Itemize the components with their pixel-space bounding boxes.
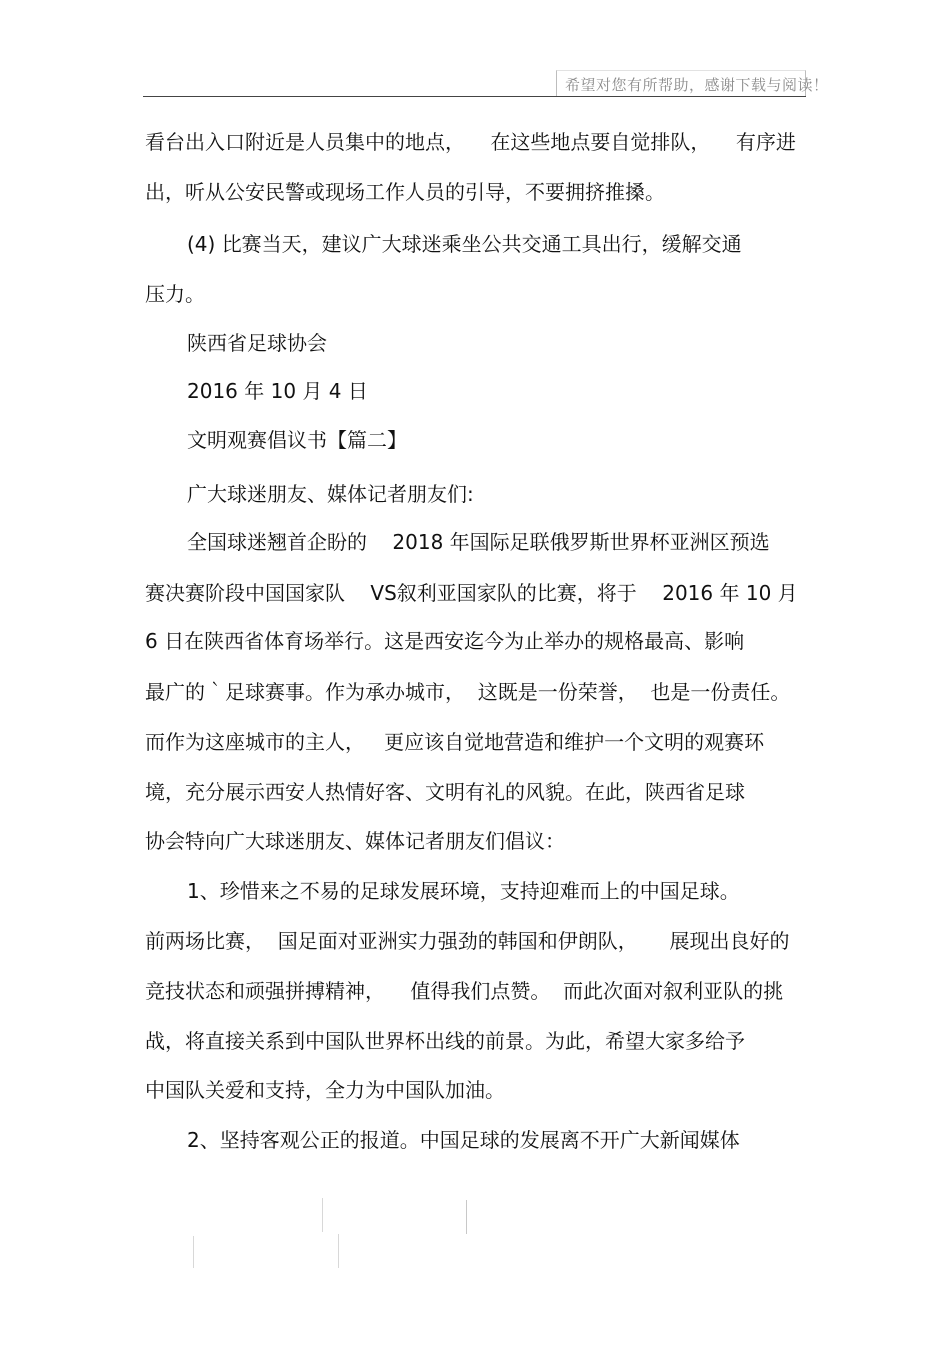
body-line: 中国队关爱和支持，全力为中国队加油。 — [145, 1078, 505, 1102]
body-line: (4) 比赛当天，建议广大球迷乘坐公共交通工具出行，缓解交通 — [187, 232, 742, 256]
body-line: 竞技状态和顽强拼搏精神， 值得我们点赞。 而此次面对叙利亚队的挑 — [145, 979, 784, 1003]
signature-date: 2016 年 10 月 4 日 — [187, 379, 368, 403]
body-line: 压力。 — [145, 282, 205, 306]
body-line: 战，将直接关系到中国队世界杯出线的前景。为此，希望大家多给予 — [145, 1029, 745, 1053]
body-line: 2、坚持客观公正的报道。中国足球的发展离不开广大新闻媒体 — [187, 1128, 740, 1152]
header-divider — [143, 96, 806, 97]
body-line: 6 日在陕西省体育场举行。这是西安迄今为止举办的规格最高、影响 — [145, 629, 745, 653]
body-line: 全国球迷翘首企盼的 2018 年国际足联俄罗斯世界杯亚洲区预选 — [187, 530, 770, 554]
header-banner-text: 希望对您有所帮助，感谢下载与阅读！ — [565, 76, 829, 94]
body-line: 最广的｀足球赛事。作为承办城市， 这既是一份荣誉， 也是一份责任。 — [145, 680, 791, 704]
signature-organization: 陕西省足球协会 — [187, 331, 327, 355]
scan-artifact-line — [193, 1236, 194, 1268]
salutation: 广大球迷朋友、媒体记者朋友们: — [187, 482, 474, 506]
body-line: 协会特向广大球迷朋友、媒体记者朋友们倡议： — [145, 829, 565, 853]
body-line: 境，充分展示西安人热情好客、文明有礼的风貌。在此，陕西省足球 — [145, 780, 745, 804]
section-title: 文明观赛倡议书【篇二】 — [187, 428, 407, 452]
body-line: 前两场比赛， 国足面对亚洲实力强劲的韩国和伊朗队， 展现出良好的 — [145, 929, 790, 953]
body-line: 出，听从公安民警或现场工作人员的引导，不要拥挤推搡。 — [145, 180, 665, 204]
header-banner-box — [556, 70, 829, 96]
body-line: 看台出入口附近是人员集中的地点， 在这些地点要自觉排队， 有序进 — [145, 130, 796, 154]
scan-artifact-line — [322, 1198, 323, 1232]
body-line: 而作为这座城市的主人， 更应该自觉地营造和维护一个文明的观赛环 — [145, 730, 765, 754]
body-line: 1、珍惜来之不易的足球发展环境，支持迎难而上的中国足球。 — [187, 879, 740, 903]
scan-artifact-line — [466, 1200, 467, 1234]
scan-artifact-line — [338, 1234, 339, 1268]
body-line: 赛决赛阶段中国国家队 VS叙利亚国家队的比赛，将于 2016 年 10 月 — [145, 581, 798, 605]
